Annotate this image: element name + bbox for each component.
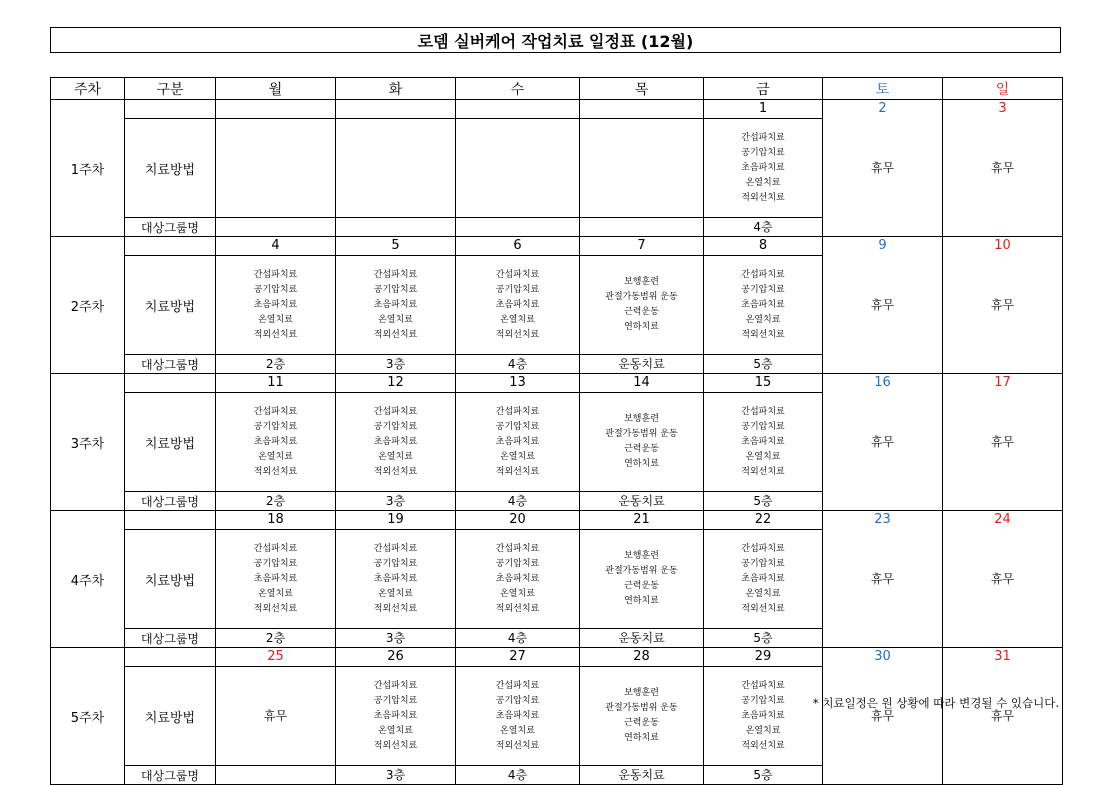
group-cell-wed: 4층	[456, 629, 580, 648]
group-cell-thu: 운동치료	[580, 629, 704, 648]
method-item: 공기압치료	[373, 284, 418, 295]
header-day-mon: 월	[216, 78, 336, 100]
date-tue: 5	[336, 237, 456, 256]
date-thu: 28	[580, 648, 704, 667]
header-day-wed: 수	[456, 78, 580, 100]
method-cell-wed	[456, 119, 580, 218]
group-cell-tue: 3층	[336, 766, 456, 785]
method-item: 간섭파치료	[373, 269, 418, 280]
method-item: 공기압치료	[741, 147, 785, 158]
closed-label: 휴무	[990, 434, 1015, 449]
method-item: 근력운동	[624, 307, 659, 317]
method-cell-sat	[823, 667, 943, 766]
method-item: 공기압치료	[741, 558, 785, 569]
method-cell-tue	[336, 530, 456, 629]
method-cell-mon	[216, 393, 336, 492]
group-cell-thu: 운동치료	[580, 766, 704, 785]
group-cell-fri: 5층	[704, 629, 823, 648]
method-cell-sun	[943, 530, 1063, 629]
method-item: 온열치료	[745, 451, 781, 462]
date-mon	[216, 100, 336, 119]
date-sun: 17	[943, 374, 1063, 393]
group-row	[51, 766, 1063, 785]
closed-label: 휴무	[870, 297, 895, 312]
method-cell-thu	[580, 530, 704, 629]
date-sun: 24	[943, 511, 1063, 530]
method-item: 연하치료	[624, 596, 659, 606]
method-item: 연하치료	[624, 733, 659, 743]
group-cell-fri: 5층	[704, 355, 823, 374]
method-item: 온열치료	[378, 588, 413, 599]
date-sun: 3	[943, 100, 1063, 119]
header-day-sat: 토	[823, 78, 943, 100]
category-blank	[125, 648, 216, 667]
category-blank	[125, 511, 216, 530]
method-cell-sun	[943, 256, 1063, 355]
category-blank	[125, 374, 216, 393]
method-item: 적외선치료	[373, 740, 418, 751]
date-sun: 10	[943, 237, 1063, 256]
method-cell-tue	[336, 667, 456, 766]
date-mon: 11	[216, 374, 336, 393]
group-cell-fri: 4층	[704, 218, 823, 237]
method-item: 공기압치료	[741, 695, 785, 706]
method-label: 치료방법	[125, 530, 216, 629]
method-item: 연하치료	[624, 322, 659, 332]
method-cell-tue	[336, 119, 456, 218]
closed-label: 휴무	[990, 297, 1015, 312]
date-thu: 21	[580, 511, 704, 530]
method-item: 보행훈련	[624, 688, 659, 698]
method-item: 간섭파치료	[373, 543, 418, 554]
method-label: 치료방법	[125, 119, 216, 218]
method-cell-wed	[456, 667, 580, 766]
date-sat: 16	[823, 374, 943, 393]
method-item: 간섭파치료	[495, 269, 540, 280]
group-label: 대상그룹명	[125, 492, 216, 511]
closed-label: 휴무	[263, 708, 288, 723]
group-cell-sun	[943, 766, 1063, 785]
group-cell-tue	[336, 218, 456, 237]
group-label: 대상그룹명	[125, 629, 216, 648]
method-cell-fri	[704, 667, 823, 766]
method-item: 근력운동	[624, 581, 659, 591]
method-item: 온열치료	[500, 451, 535, 462]
method-item: 보행훈련	[624, 414, 659, 424]
method-cell-fri	[704, 256, 823, 355]
group-cell-sat	[823, 629, 943, 648]
group-cell-fri: 5층	[704, 766, 823, 785]
method-item: 간섭파치료	[495, 543, 540, 554]
method-label: 치료방법	[125, 393, 216, 492]
method-row	[51, 119, 1063, 218]
method-cell-mon	[216, 119, 336, 218]
method-item: 온열치료	[378, 314, 413, 325]
method-item: 공기압치료	[495, 695, 540, 706]
method-cell-thu	[580, 393, 704, 492]
method-cell-sun	[943, 667, 1063, 766]
header-row	[51, 78, 1063, 100]
group-cell-wed: 4층	[456, 766, 580, 785]
method-item: 공기압치료	[741, 421, 785, 432]
method-cell-sat	[823, 530, 943, 629]
group-cell-mon	[216, 766, 336, 785]
date-thu: 7	[580, 237, 704, 256]
date-fri: 29	[704, 648, 823, 667]
method-item: 초음파치료	[741, 299, 785, 310]
group-cell-sat	[823, 218, 943, 237]
week-label: 3주차	[51, 374, 125, 511]
method-item: 간섭파치료	[253, 269, 298, 280]
method-item: 근력운동	[624, 718, 659, 728]
group-cell-sat	[823, 355, 943, 374]
group-cell-wed: 4층	[456, 355, 580, 374]
method-item: 관절가동범위 운동	[605, 566, 678, 576]
header-day-fri: 금	[704, 78, 823, 100]
schedule-table	[50, 77, 1063, 785]
method-cell-sat	[823, 393, 943, 492]
method-row	[51, 530, 1063, 629]
method-item: 간섭파치료	[741, 543, 785, 554]
method-item: 적외선치료	[495, 740, 540, 751]
group-cell-thu: 운동치료	[580, 492, 704, 511]
method-item: 초음파치료	[495, 299, 540, 310]
group-cell-wed	[456, 218, 580, 237]
method-item: 온열치료	[258, 314, 293, 325]
schedule-body	[51, 100, 1063, 785]
method-cell-fri	[704, 530, 823, 629]
method-item: 온열치료	[258, 451, 293, 462]
method-cell-thu	[580, 256, 704, 355]
date-fri: 8	[704, 237, 823, 256]
method-cell-mon	[216, 667, 336, 766]
method-cell-fri	[704, 119, 823, 218]
method-row	[51, 256, 1063, 355]
method-item: 근력운동	[624, 444, 659, 454]
closed-label: 휴무	[870, 160, 895, 175]
group-cell-sat	[823, 492, 943, 511]
method-item: 간섭파치료	[373, 680, 418, 691]
date-fri: 1	[704, 100, 823, 119]
date-tue: 19	[336, 511, 456, 530]
group-cell-sun	[943, 355, 1063, 374]
method-item: 간섭파치료	[253, 406, 298, 417]
method-item: 간섭파치료	[741, 269, 785, 280]
method-item: 간섭파치료	[253, 543, 298, 554]
method-item: 보행훈련	[624, 277, 659, 287]
method-row	[51, 393, 1063, 492]
date-wed: 6	[456, 237, 580, 256]
date-sat: 2	[823, 100, 943, 119]
method-cell-tue	[336, 256, 456, 355]
closed-label: 휴무	[990, 571, 1015, 586]
category-blank	[125, 100, 216, 119]
method-item: 공기압치료	[373, 421, 418, 432]
method-item: 초음파치료	[373, 710, 418, 721]
header-day-sun: 일	[943, 78, 1063, 100]
method-item: 관절가동범위 운동	[605, 292, 678, 302]
group-cell-sat	[823, 766, 943, 785]
method-item: 초음파치료	[495, 710, 540, 721]
date-sun: 31	[943, 648, 1063, 667]
method-item: 공기압치료	[253, 558, 298, 569]
method-item: 공기압치료	[741, 284, 785, 295]
group-cell-thu	[580, 218, 704, 237]
date-mon: 25	[216, 648, 336, 667]
method-cell-fri	[704, 393, 823, 492]
method-cell-wed	[456, 256, 580, 355]
group-row	[51, 355, 1063, 374]
method-item: 초음파치료	[741, 710, 785, 721]
method-item: 간섭파치료	[495, 406, 540, 417]
date-sat: 23	[823, 511, 943, 530]
method-item: 적외선치료	[253, 466, 298, 477]
method-item: 간섭파치료	[495, 680, 540, 691]
group-row	[51, 492, 1063, 511]
week-label: 5주차	[51, 648, 125, 785]
method-item: 온열치료	[745, 314, 781, 325]
method-item: 초음파치료	[495, 436, 540, 447]
method-cell-sat	[823, 119, 943, 218]
week-label: 1주차	[51, 100, 125, 237]
method-item: 간섭파치료	[373, 406, 418, 417]
date-wed	[456, 100, 580, 119]
date-tue	[336, 100, 456, 119]
group-cell-wed: 4층	[456, 492, 580, 511]
week-label: 2주차	[51, 237, 125, 374]
group-cell-mon	[216, 218, 336, 237]
method-item: 초음파치료	[253, 299, 298, 310]
header-category: 구분	[125, 78, 216, 100]
method-item: 적외선치료	[741, 603, 785, 614]
group-cell-mon: 2층	[216, 492, 336, 511]
method-item: 적외선치료	[253, 603, 298, 614]
method-item: 연하치료	[624, 459, 659, 469]
method-item: 적외선치료	[373, 466, 418, 477]
method-item: 간섭파치료	[741, 132, 785, 143]
date-sat: 30	[823, 648, 943, 667]
method-item: 온열치료	[500, 588, 535, 599]
method-item: 초음파치료	[373, 573, 418, 584]
date-row	[51, 374, 1063, 393]
date-row	[51, 511, 1063, 530]
group-label: 대상그룹명	[125, 218, 216, 237]
method-cell-mon	[216, 530, 336, 629]
group-cell-thu: 운동치료	[580, 355, 704, 374]
method-item: 온열치료	[378, 725, 413, 736]
group-row	[51, 218, 1063, 237]
header-day-thu: 목	[580, 78, 704, 100]
schedule-title: 로뎀 실버케어 작업치료 일정표 (12월)	[50, 27, 1061, 53]
group-cell-sun	[943, 492, 1063, 511]
method-row	[51, 667, 1063, 766]
group-cell-mon: 2층	[216, 355, 336, 374]
group-cell-sun	[943, 629, 1063, 648]
method-item: 공기압치료	[495, 558, 540, 569]
footnote: * 치료일정은 원 상황에 따라 변경될 수 있습니다.	[812, 696, 1059, 710]
closed-label: 휴무	[870, 434, 895, 449]
group-label: 대상그룹명	[125, 766, 216, 785]
method-cell-thu	[580, 667, 704, 766]
method-label: 치료방법	[125, 256, 216, 355]
method-item: 온열치료	[745, 588, 781, 599]
group-cell-sun	[943, 218, 1063, 237]
method-item: 적외선치료	[495, 603, 540, 614]
date-mon: 4	[216, 237, 336, 256]
date-row	[51, 100, 1063, 119]
closed-label: 휴무	[870, 571, 895, 586]
method-item: 적외선치료	[373, 329, 418, 340]
closed-label: 휴무	[870, 708, 895, 723]
date-wed: 20	[456, 511, 580, 530]
group-row	[51, 629, 1063, 648]
method-item: 온열치료	[745, 177, 781, 188]
group-cell-tue: 3층	[336, 355, 456, 374]
date-thu: 14	[580, 374, 704, 393]
method-item: 적외선치료	[741, 329, 785, 340]
method-item: 공기압치료	[373, 558, 418, 569]
date-fri: 22	[704, 511, 823, 530]
method-item: 초음파치료	[495, 573, 540, 584]
method-item: 적외선치료	[495, 466, 540, 477]
date-thu	[580, 100, 704, 119]
date-mon: 18	[216, 511, 336, 530]
method-item: 공기압치료	[495, 284, 540, 295]
method-item: 온열치료	[500, 725, 535, 736]
method-item: 공기압치료	[373, 695, 418, 706]
group-label: 대상그룹명	[125, 355, 216, 374]
date-row	[51, 237, 1063, 256]
method-item: 보행훈련	[624, 551, 659, 561]
closed-label: 휴무	[990, 708, 1015, 723]
method-item: 온열치료	[745, 725, 781, 736]
method-cell-sun	[943, 393, 1063, 492]
group-cell-mon: 2층	[216, 629, 336, 648]
method-cell-wed	[456, 393, 580, 492]
header-week: 주차	[51, 78, 125, 100]
method-cell-wed	[456, 530, 580, 629]
method-item: 온열치료	[258, 588, 293, 599]
method-item: 초음파치료	[741, 162, 785, 173]
method-item: 초음파치료	[253, 436, 298, 447]
method-item: 온열치료	[378, 451, 413, 462]
category-blank	[125, 237, 216, 256]
date-fri: 15	[704, 374, 823, 393]
method-item: 초음파치료	[741, 573, 785, 584]
method-item: 적외선치료	[253, 329, 298, 340]
method-cell-sun	[943, 119, 1063, 218]
method-item: 초음파치료	[741, 436, 785, 447]
method-item: 적외선치료	[495, 329, 540, 340]
method-label: 치료방법	[125, 667, 216, 766]
method-item: 간섭파치료	[741, 406, 785, 417]
method-cell-sat	[823, 256, 943, 355]
date-row	[51, 648, 1063, 667]
method-item: 공기압치료	[253, 421, 298, 432]
method-item: 관절가동범위 운동	[605, 429, 678, 439]
method-item: 공기압치료	[495, 421, 540, 432]
date-tue: 12	[336, 374, 456, 393]
method-item: 초음파치료	[253, 573, 298, 584]
method-item: 관절가동범위 운동	[605, 703, 678, 713]
method-item: 적외선치료	[373, 603, 418, 614]
method-item: 초음파치료	[373, 436, 418, 447]
week-label: 4주차	[51, 511, 125, 648]
closed-label: 휴무	[990, 160, 1015, 175]
group-cell-fri: 5층	[704, 492, 823, 511]
date-wed: 27	[456, 648, 580, 667]
method-item: 온열치료	[500, 314, 535, 325]
group-cell-tue: 3층	[336, 629, 456, 648]
method-cell-mon	[216, 256, 336, 355]
method-item: 간섭파치료	[741, 680, 785, 691]
header-day-tue: 화	[336, 78, 456, 100]
method-item: 초음파치료	[373, 299, 418, 310]
date-sat: 9	[823, 237, 943, 256]
date-tue: 26	[336, 648, 456, 667]
date-wed: 13	[456, 374, 580, 393]
method-item: 적외선치료	[741, 466, 785, 477]
method-cell-tue	[336, 393, 456, 492]
method-cell-thu	[580, 119, 704, 218]
method-item: 적외선치료	[741, 740, 785, 751]
group-cell-tue: 3층	[336, 492, 456, 511]
method-item: 적외선치료	[741, 192, 785, 203]
method-item: 공기압치료	[253, 284, 298, 295]
